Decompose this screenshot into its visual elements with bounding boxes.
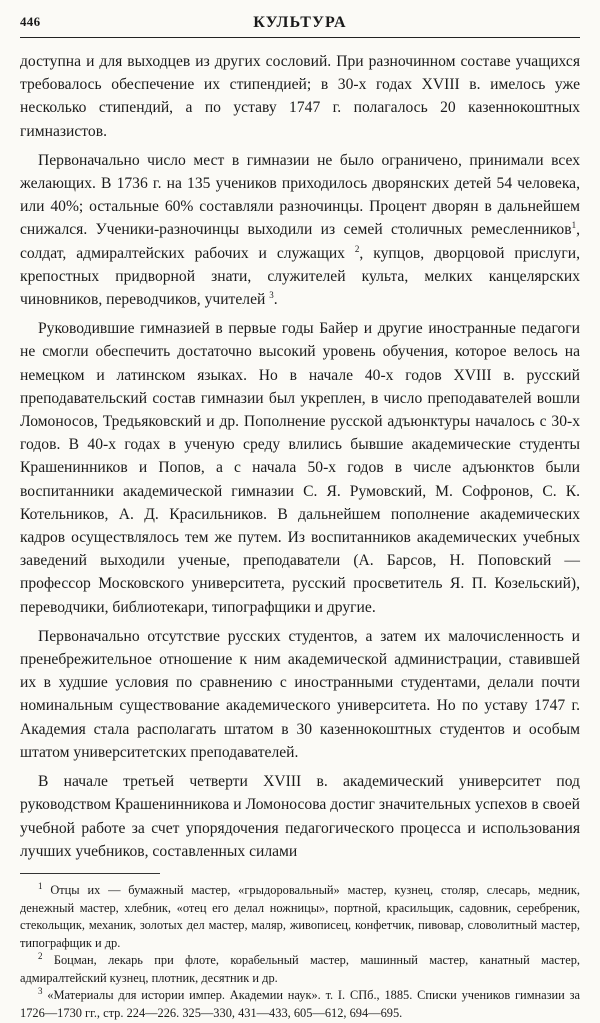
paragraph	[20, 770, 580, 863]
footnote-marker: 2	[354, 243, 360, 254]
footnote-marker: 3	[269, 289, 274, 300]
paragraph	[20, 149, 580, 311]
text-run: .	[273, 291, 278, 309]
footnote-text: «Материалы для истории импер. Академии наук». т. I. СПб., 1885. Списки учеников гимназии за 1726—1730 гг., стр. 224—226. 325—330, 431—433, 605—612, 694—695.	[20, 988, 580, 1021]
page-number: 446	[20, 14, 41, 29]
text-run: Первоначально число мест в гимназии не было ограничено, принимали всех желающих. В 1736 г. на 135 учеников приходилось дворянских детей 54 человека, или 40%; остальные 60% составляли разночинцы. Процент дворян в дальнейшем снижался. Ученики-разночинцы выходили из семей столичных ремесленников	[20, 151, 580, 239]
footnote	[20, 987, 580, 1022]
footnote	[20, 882, 580, 952]
footnote-rule	[20, 873, 160, 874]
header-rule	[20, 37, 580, 38]
text-run: Первоначально отсутствие русских студентов, а затем их малочисленность и пренебрежительное отношение к ним академической администрации, ставившей их в худшие условия по сравнению с иностранными студентами, делали почти номинальным существование академического университета. Но по уставу 1747 г. Академия стала располагать штатом в 30 казеннокоштных студентов и особым штатом университетских преподавателей.	[20, 627, 580, 761]
footnote-text: Боцман, лекарь при флоте, корабельный мастер, машинный мастер, канатный мастер, адмиралтейский кузнец, плотник, десятник и др.	[20, 953, 580, 985]
paragraph	[20, 50, 580, 143]
paragraph	[20, 317, 580, 619]
footnotes	[20, 882, 580, 1023]
footnote-marker: 1	[571, 220, 577, 231]
footnote-number: 2	[38, 951, 43, 962]
text-run: В начале третьей четверти XVIII в. академический университет под руководством Крашенинникова и Ломоносова достиг значительных успехов в своей учебной работе за счет упорядочения педагогического процесса и использования лучших учебников, составленных силами	[20, 773, 580, 860]
footnote-number: 1	[38, 880, 43, 891]
paragraph	[20, 625, 580, 764]
text-run: , солдат, адмиралтейских рабочих и служащих	[20, 221, 580, 262]
footnote-number: 3	[38, 986, 43, 997]
running-title: КУЛЬТУРА	[253, 14, 347, 31]
main-text	[20, 50, 580, 863]
text-run: Руководившие гимназией в первые годы Байер и другие иностранные педагоги не смогли обеспечить достаточно высокий уровень обучения, которое велось на немецком и латинском языках. Но в начале 40-х годов XVIII в. русский преподавательский состав гимназии был укреплен, в число преподавателей вошли Ломоносов, Тредьяковский и др. Пополнение русской адъюнктуры началось с 30-х годов. В 40-х годах в ученую среду влились бывшие академические студенты Крашенинников и Попов, а с начала 50-х годов в числе адъюнктов были воспитанники академической гимназии С. Я. Румовский, М. Софронов, С. К. Котельников, А. Д. Красильников. В дальнейшем пополнение академических кадров осуществлялось тем же путем. Из воспитанников академических учебных заведений выходили ученые, преподаватели (А. Барсов, Н. Поповский — профессор Московского университета, русский просветитель Я. П. Козельский), переводчики, библиотекари, типографщики и другие.	[20, 320, 580, 616]
footnote	[20, 952, 580, 987]
text-run: доступна и для выходцев из других сословий. При разночинном составе учащихся требовалось обеспечение их стипендией; в 30-х годах XVIII в. имелось уже несколько стипендий, а по уставу 1747 г. полагалось 20 казеннокоштных гимназистов.	[20, 53, 580, 140]
text-run: , купцов, дворцовой прислуги, крепостных придворной знати, служителей культа, мелких канцелярских чиновников, переводчиков, учителей	[20, 244, 580, 309]
footnote-text: Отцы их — бумажный мастер, «грыдоровальный» мастер, кузнец, столяр, слесарь, медник, денежный мастер, хлебник, «отец его делал ножницы», портной, красильщик, садовник, серебреник, стекольщик, механик, золотых дел мастер, маляр, живописец, конфетчик, пивовар, словолитный мастер, типографщик и др.	[20, 882, 580, 950]
